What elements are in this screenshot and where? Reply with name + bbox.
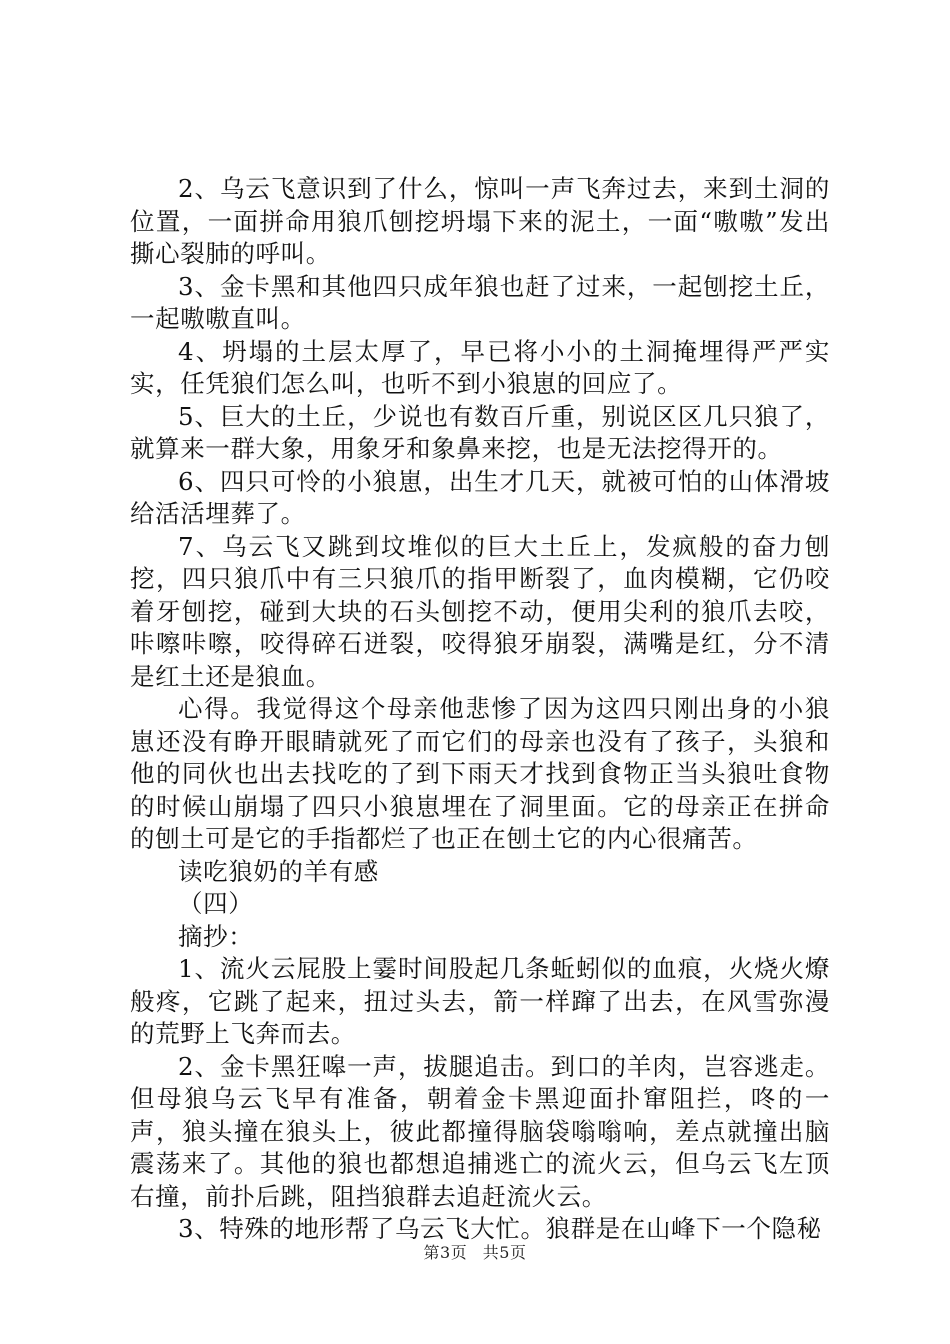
paragraph-p11: 1、流火云屁股上霎时间股起几条蚯蚓似的血痕，火烧火燎般疼，它跳了起来，扭过头去，箭一样蹿了出去，在风雪弥漫的荒野上飞奔而去。 (130, 954, 830, 1048)
paragraph-p6: 7、乌云飞又跳到坟堆似的巨大土丘上，发疯般的奋力刨挖，四只狼爪中有三只狼爪的指甲断裂了，血肉模糊，它仍咬着牙刨挖，碰到大块的石头刨挖不动，便用尖利的狼爪去咬，咔嚓咔嚓，咬得碎石迸裂，咬得狼牙崩裂，满嘴是红，分不清是红土还是狼血。 (130, 531, 830, 691)
page-footer (0, 1240, 950, 1263)
paragraph-p9: （四） (178, 889, 254, 918)
paragraph-p7: 心得。我觉得这个母亲他悲惨了因为这四只刚出身的小狼崽还没有睁开眼睛就死了而它们的母亲也没有了孩子，头狼和他的同伙也出去找吃的了到下雨天才找到食物正当头狼吐食物的时候山崩塌了四只小狼崽埋在了洞里面。它的母亲正在拼命的刨土可是它的手指都烂了也正在刨土它的内心很痛苦。 (130, 694, 830, 853)
page-total: 共5页 (482, 1243, 527, 1262)
paragraph-p1: 2、乌云飞意识到了什么，惊叫一声飞奔过去，来到土洞的位置，一面拼命用狼爪刨挖坍塌下来的泥土，一面“嗷嗷”发出撕心裂肺的呼叫。 (130, 174, 830, 268)
paragraph-p8: 读吃狼奶的羊有感 (178, 856, 379, 886)
paragraph-p2: 3、金卡黑和其他四只成年狼也赶了过来，一起刨挖土丘，一起嗷嗷直叫。 (130, 271, 830, 333)
paragraph-p3: 4、坍塌的土层太厚了，早已将小小的土洞掩埋得严严实实，任凭狼们怎么叫，也听不到小狼崽的回应了。 (130, 336, 830, 398)
paragraph-p12: 2、金卡黑狂嗥一声，拔腿追击。到口的羊肉，岂容逃走。但母狼乌云飞早有准备，朝着金卡黑迎面扑窜阻拦，咚的一声，狼头撞在狼头上，彼此都撞得脑袋嗡嗡响，差点就撞出脑震荡来了。其他的狼也都想追捕逃亡的流火云，但乌云飞左顶右撞，前扑后跳，阻挡狼群去追赶流火云。 (130, 1051, 830, 1211)
document-body (130, 173, 830, 1246)
paragraph-p4: 5、巨大的土丘，少说也有数百斤重，别说区区几只狼了，就算来一群大象，用象牙和象鼻来挖，也是无法挖得开的。 (130, 401, 830, 463)
paragraph-p10: 摘抄： (178, 921, 254, 951)
paragraph-p13: 3、特殊的地形帮了乌云飞大忙。狼群是在山峰下一个隐秘 (178, 1214, 822, 1243)
page-number: 第3页 (423, 1243, 468, 1262)
paragraph-p5: 6、四只可怜的小狼崽，出生才几天，就被可怕的山体滑坡给活活埋葬了。 (130, 466, 830, 528)
